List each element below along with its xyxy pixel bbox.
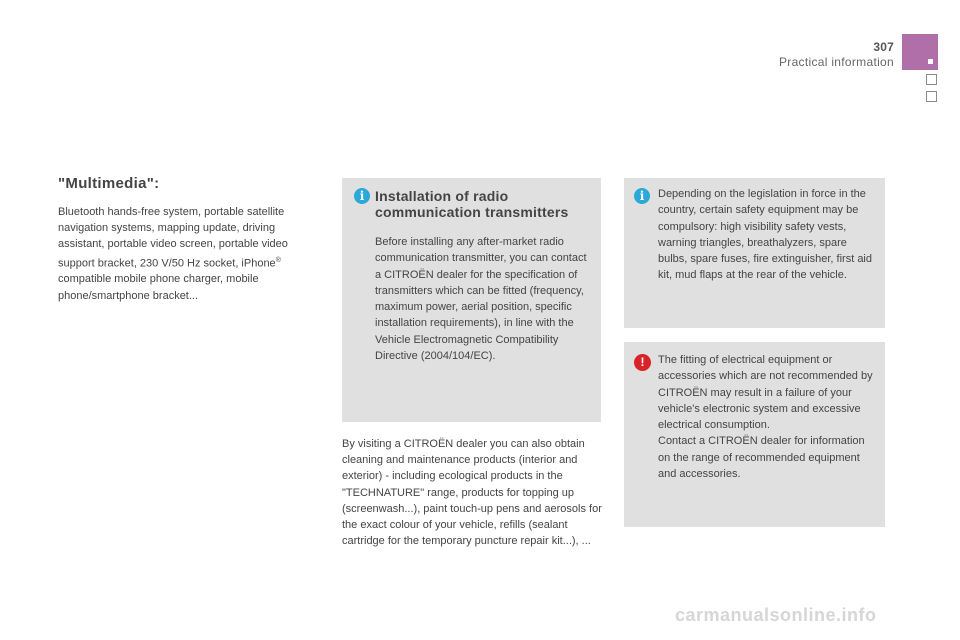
warning-text-2: Contact a CITROËN dealer for information on the range of recommended equipment and accessories. — [658, 435, 865, 481]
multimedia-text-part2: compatible mobile phone charger, mobile phone/smartphone bracket... — [58, 273, 259, 302]
chapter-tab-empty-2[interactable] — [926, 91, 937, 102]
info-icon: i — [354, 188, 370, 204]
registered-mark: ® — [275, 256, 281, 264]
warning-text-1: The fitting of electrical equipment or accessories which are not recommended by CITROËN may result in a failure of your vehicle's electronic system and excessive electrical consumption. — [658, 354, 873, 432]
dealer-products-section — [342, 436, 602, 549]
chapter-tab-empty-1[interactable] — [926, 74, 937, 85]
page-number: 307 — [873, 40, 894, 54]
legislation-text: Depending on the legislation in force in the country, certain safety equipment may be compulsory: high visibility safety vests, warning triangles, breathalyzers, spare bulbs, spare fuses, fire extinguisher, first aid kit, mud flaps at the rear of the vehicle. — [658, 188, 872, 282]
multimedia-text — [58, 204, 323, 304]
legislation-info-box — [624, 178, 885, 328]
dealer-products-text: By visiting a CITROËN dealer you can also obtain cleaning and maintenance products (interior and exterior) - including ecological products in the "TECHNATURE" range, products for topping up (screenwash...), paint touch-up pens and aerosols for the exact colour of your vehicle, refills (sealant cartridge for the temporary puncture repair kit...), ... — [342, 438, 602, 548]
watermark: carmanualsonline.info — [675, 605, 877, 625]
multimedia-text-part1: Bluetooth hands-free system, portable satellite navigation systems, mapping update, driving assistant, portable video screen, portable video support bracket, 230 V/50 Hz socket, iPhone — [58, 206, 288, 270]
installation-text: Before installing any after-market radio communication transmitter, you can contact a CITROËN dealer for the specification of transmitters which can be fitted (frequency, maximum power, aerial position, specific installation requirements), in line with the Vehicle Electromagnetic Compatibility Directive (2004/104/EC). — [375, 236, 587, 363]
tab-marker-icon — [928, 59, 933, 64]
installation-info-box — [342, 178, 601, 422]
chapter-tab[interactable] — [902, 34, 938, 70]
multimedia-heading: "Multimedia": — [58, 175, 160, 192]
section-title: Practical information — [778, 55, 894, 69]
electrical-warning-box — [624, 342, 885, 527]
installation-title: Installation of radio communication transmitters — [375, 188, 569, 220]
multimedia-section — [58, 175, 323, 304]
info-icon: i — [634, 188, 650, 204]
warning-icon: ! — [634, 354, 651, 371]
